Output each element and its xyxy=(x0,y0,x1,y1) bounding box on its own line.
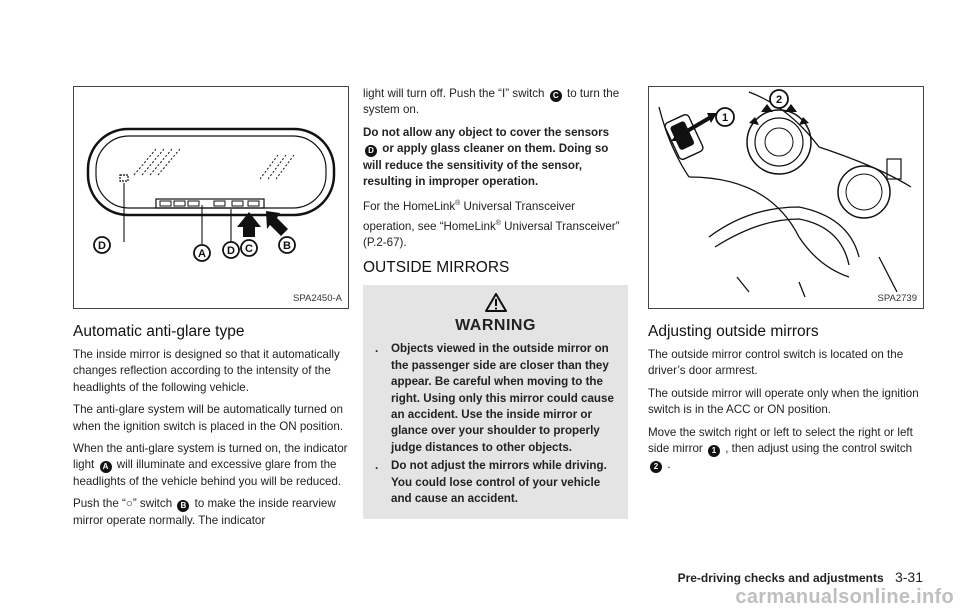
svg-text:B: B xyxy=(283,240,291,252)
mirror-switch-figure xyxy=(648,86,924,309)
callout-1 xyxy=(716,108,734,126)
svg-text:1: 1 xyxy=(721,112,729,124)
warning-item: . Do not adjust the mirrors while driving. You could lose control of your vehicle and cause an accident. xyxy=(375,459,607,506)
svg-text:2: 2 xyxy=(775,94,783,106)
paragraph: When the anti-glare system is turned on, the indicator light A will illuminate and excessive glare from the headlights of the vehicle behind you will be reduced. xyxy=(73,442,348,488)
callout-B xyxy=(279,237,295,253)
warning-triangle-icon xyxy=(485,293,507,312)
section-title: Pre-driving checks and adjustments xyxy=(677,571,884,585)
page-number: 3-31 xyxy=(894,569,923,585)
warning-header xyxy=(373,293,618,335)
badge-1: 1 xyxy=(708,445,720,457)
mirror-switch-illustration xyxy=(649,87,922,307)
svg-text:A: A xyxy=(198,248,206,260)
paragraph: The anti-glare system will be automatically turned on when the ignition switch is placed in the ON position. xyxy=(73,403,344,433)
homelink-reference: For the HomeLink® Universal Transceiver operation, see “HomeLink® Universal Transceiver” (P.2-67). xyxy=(363,200,620,249)
badge-C: C xyxy=(550,90,562,102)
callout-D-right xyxy=(223,242,239,258)
section-heading: OUTSIDE MIRRORS xyxy=(363,259,510,277)
rearview-mirror-illustration xyxy=(74,87,347,307)
callout-A xyxy=(194,245,210,261)
paragraph: The inside mirror is designed so that it automatically changes reflection according to the intensity of the headlights of the following vehicle. xyxy=(73,348,340,394)
figure-label: SPA2450-A xyxy=(293,293,342,304)
middle-column xyxy=(363,86,628,519)
paragraph: Push the “○” switch B to make the inside rearview mirror operate normally. The indicator xyxy=(73,497,336,527)
paragraph: Move the switch right or left to select the right or left side mirror 1 , then adjust using the control switch 2 . xyxy=(648,425,913,472)
badge-A: A xyxy=(100,461,112,473)
warning-item: . Objects viewed in the outside mirror on the passenger side are closer than they appear. Be careful when moving to the right. Using only this mirror could cause an accident. Use the inside mirror or glance over your shoulder to properly judge distances to other objects. xyxy=(375,342,614,454)
left-column xyxy=(73,86,349,535)
paragraph: The outside mirror will operate only when the ignition switch is in the ACC or ON position. xyxy=(648,386,919,417)
paragraph: The outside mirror control switch is located on the driver’s door armrest. xyxy=(648,348,904,378)
caution-paragraph: Do not allow any object to cover the sensors D or apply glass cleaner on them. Doing so will reduce the sensitivity of the sensor, resulting in improper operation. xyxy=(363,125,610,189)
badge-2: 2 xyxy=(650,461,662,473)
svg-text:D: D xyxy=(98,240,106,252)
figure-label: SPA2739 xyxy=(877,293,917,304)
paragraph: light will turn off. Push the “I” switch C to turn the system on. xyxy=(363,87,620,117)
warning-box xyxy=(363,285,628,519)
svg-text:C: C xyxy=(245,243,253,255)
callout-2 xyxy=(770,90,788,108)
warning-title: WARNING xyxy=(455,317,536,335)
badge-D: D xyxy=(365,145,377,157)
section-heading: Automatic anti-glare type xyxy=(73,323,245,340)
svg-text:D: D xyxy=(227,245,235,257)
page-footer xyxy=(678,569,923,585)
callout-D-left xyxy=(94,237,110,253)
badge-B: B xyxy=(177,500,189,512)
section-heading: Adjusting outside mirrors xyxy=(648,323,819,340)
right-column xyxy=(648,86,924,480)
callout-C xyxy=(241,240,257,256)
watermark: carmanualsonline.info xyxy=(735,586,954,608)
rearview-mirror-figure xyxy=(73,86,349,309)
